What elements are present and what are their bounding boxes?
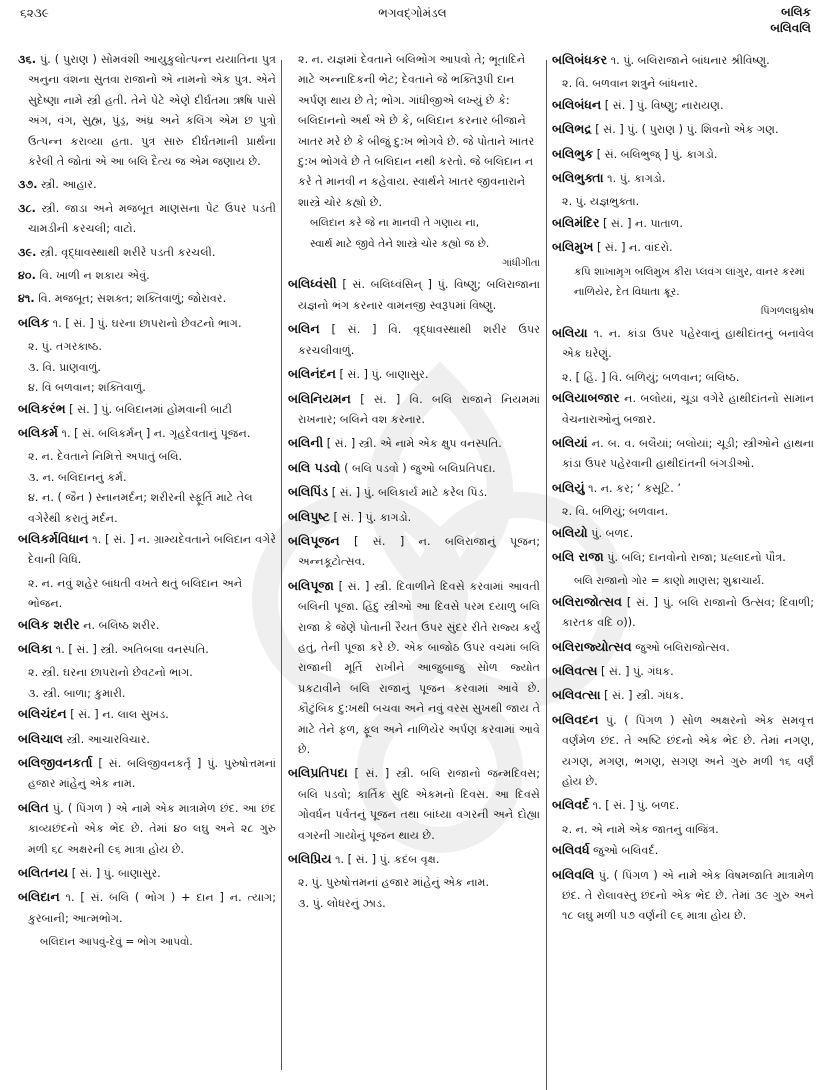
entry-sense <box>552 502 814 522</box>
usage-quote <box>288 234 540 254</box>
headword: બલિચાલ <box>18 730 63 746</box>
headword: બલિવત્સ <box>552 662 598 678</box>
sense-number: ૪૦. <box>18 269 36 283</box>
definition-text: [ સં. ] પું. બલિકાર્ય માટે કરેલ પિંડ. <box>331 486 488 500</box>
dictionary-entry <box>552 95 814 116</box>
definition-text: કપિ શાખામૃગ બલિમુખ કીરા પ્લવંગ લાંગુર, વાનર કરમાં નાળિયેર, દેત વિધાતા ક્રૂર. <box>574 265 805 299</box>
headword: બલિપૂજા <box>288 577 334 593</box>
definition-text: ૨. ન. નવું શહેર બાંધતી વખતે થતું બલિદાન અને ભોજન. <box>28 576 243 611</box>
dictionary-entry <box>552 710 814 793</box>
headword: બલિમુખ <box>552 239 594 255</box>
definition-text: [ સં. ] ન. લાલ સુખડ. <box>70 708 169 722</box>
definition-text: બલિદાન કરે જે ના માનવી તે ગણાય ના, <box>310 217 480 230</box>
dictionary-entry <box>288 274 540 316</box>
headword: બલિજીવનકર્તા <box>18 755 93 770</box>
definition-text: ૧. [ સં. ] પું. ઘરના છાપરાનો છેવટનો ભાગ. <box>52 316 242 330</box>
headword: બલિ પડવો <box>288 459 341 475</box>
headword: બલિપૂજન <box>288 532 340 548</box>
entry-sense <box>18 337 276 357</box>
dictionary-entry <box>552 144 814 165</box>
dictionary-entry <box>288 364 540 385</box>
headword: બલિબંધકર <box>552 52 608 67</box>
definition-text: ૧. પું. બલિરાજાને બાંધનાર શ્રીવિષ્ણુ. <box>610 54 770 67</box>
definition-text: ૧. [ સં. બલિ ( ભોગ ) + દાન ] ન. ત્યાગ; કુરબાની; આત્મભોગ. <box>28 891 276 925</box>
definition-text: સ્ત્રી. આચારવિચાર. <box>66 732 150 746</box>
definition-text: ન. બલોયાં, ચૂડા વગેરે હાથીદાંતનો સામાન વેચનારાઓનું બજાર. <box>562 392 814 426</box>
definition-text: પું. બલિ; દાનવોનો રાજા; પ્રહ્લાદનો પૌત્ર. <box>607 550 786 564</box>
definition-text: ૨. ન. દેવતાને નિમિત્તે અપાતું બલિ. <box>28 450 183 464</box>
headword: બલિયા <box>552 324 588 340</box>
headword: બલિવર્ધ <box>552 842 590 858</box>
entry-sense <box>18 574 276 615</box>
entry-sense <box>552 192 814 212</box>
definition-text: વિ. મજબૂત; સશક્ત; શક્તિવાળું; જોરાવર. <box>38 292 227 306</box>
headword: બલિભુક <box>552 145 594 161</box>
dictionary-entry <box>552 685 814 706</box>
headword: બલિકર્મવિધાન <box>18 530 89 546</box>
headword: બલિચંદન <box>18 706 67 722</box>
dictionary-entry <box>18 887 276 929</box>
definition-text: [ સં. ] પું. બાણાસુર. <box>339 368 429 382</box>
definition-text: ૪. ન. ( જૈન ) સ્નાનમર્દન; શરીરની સ્ફૂર્તિ માટે તેલ વગેરેથી કરાતું મર્દન. <box>28 491 253 525</box>
sense-number: ૩૮. <box>18 201 36 215</box>
dictionary-entry <box>18 729 276 750</box>
dictionary-entry <box>552 865 814 927</box>
entry-sense <box>552 820 814 840</box>
dictionary-entry <box>18 243 276 263</box>
headword: બલિની <box>288 435 324 451</box>
entry-sense <box>552 74 814 94</box>
headword: બલિપુષ્ટ <box>288 508 330 524</box>
entry-sense <box>18 663 276 683</box>
definition-text: [ સં. ] વિ. વૃદ્ધાવસ્થાથી શરીર ઉપર કરચલીવાળું. <box>298 323 540 357</box>
headword: બલિત <box>18 799 49 815</box>
headword: બલિયાબજાર <box>552 390 620 406</box>
definition-text: ૧. [ સં. ] પું. કદંબ વૃક્ષ. <box>335 853 440 867</box>
headword: બલિભુક્તા <box>552 170 604 186</box>
definition-text: ૨. સ્ત્રી. ઘરના છાપરાનો છેવટનો ભાગ. <box>28 666 193 680</box>
dictionary-entry <box>288 482 540 503</box>
definition-text: [ સં. ] ન. વાંદરો. <box>596 241 673 255</box>
definition-text: [ સં. ] પું. ( પુરાણ ) પું. શિવનો એક ગણ. <box>595 123 779 137</box>
dictionary-entry <box>552 523 814 544</box>
dictionary-entry <box>552 592 814 634</box>
guide-word-first: બલિક <box>781 5 811 19</box>
definition-text: પું. બળદ. <box>591 526 634 540</box>
entry-sense <box>18 358 276 378</box>
dictionary-entry <box>288 849 540 870</box>
headword: બલિપ્રતિપદા <box>288 765 348 781</box>
definition-text: પિંગળલઘુકોષ <box>760 306 814 318</box>
definition-text: ૪. વિ બળવાન; શક્તિવાળું. <box>28 381 146 395</box>
definition-text: ૩. વિ. પ્રાણવાળું. <box>28 360 101 374</box>
headword: બલિરાજ્યોત્સવ <box>552 638 632 654</box>
definition-text: ૨. ન. એ નામે એક જાતનું વાજિંત્ર. <box>562 822 719 836</box>
headword: બલિયો <box>552 524 588 540</box>
entry-sense <box>18 378 276 398</box>
dictionary-entry <box>18 798 276 860</box>
definition-text: [ સં. ] પું. કાગડો. <box>333 510 412 524</box>
definition-text: જુઓ બલિવર્દ. <box>593 844 659 858</box>
headword: બલિવલિ <box>552 866 595 882</box>
column-divider <box>281 60 282 1070</box>
sense-number: ૩૬. <box>18 53 36 66</box>
quote-source <box>288 254 540 274</box>
page-number: ૬૨૩૯ <box>20 6 49 20</box>
definition-text: [ સં. ] પું. બલિદાનમાં હોમવાની બાટી <box>69 402 232 416</box>
definition-text: ૧. ન. કર; ‘ કસૂટિ. ’ <box>588 481 681 495</box>
usage-quote <box>288 213 540 233</box>
dictionary-entry <box>288 389 540 431</box>
headword: બલિયાં <box>552 434 588 450</box>
definition-text: ૩. ન. બલિદાનનું કર્મ. <box>28 470 127 484</box>
dictionary-entry <box>552 213 814 234</box>
quote-source <box>552 302 814 322</box>
definition-text: ૨. વિ. બળિયું; બળવાન. <box>562 505 669 519</box>
definition-text: બલિ રાજાનો ગોર = કાણો માણસ; શુક્રાચાર્ય. <box>574 575 765 588</box>
dictionary-entry <box>288 531 540 573</box>
definition-text: સ્વાર્થ માટે જીવે તેને શાસ્ત્રે ચોર કહ્યો જ છે. <box>310 237 490 250</box>
dictionary-entry <box>552 168 814 189</box>
definition-text: ૨. વિ. બળવાન શત્રુને બાંધનાર. <box>562 77 698 91</box>
definition-text: પું. ( પિંગળ ) સોળ અક્ષરનો એક સમવૃત્ત વર્ણમેળ છંદ. તે અષ્ટિ છંદનો એક ભેદ છે. તેમાં નગણ, યગણ, મગણ, ભગણ, સગણ અને ગુરુ મળી ૧૬ વર્ણ હોય છે. <box>562 713 814 788</box>
dictionary-entry <box>18 704 276 725</box>
definition-text: ૩. સ્ત્રી. બાળા; કુમારી. <box>28 686 126 700</box>
definition-text: પું. ( પિંગળ ) એ નામે એક વિષમજાતિ માત્રામેળ છંદ. તે રોલાવસ્તુ છંદનો એક ભેદ છે. તેમાં ૩૯ ગુરુ અને ૧૮ લઘુ મળી ૫૭ વર્ણની ૯૬ માત્રા હોય છે. <box>562 868 814 923</box>
dictionary-entry <box>18 753 276 795</box>
entry-sense <box>18 488 276 529</box>
definition-text: [ સં. બલિજીવનકર્તૃ ] પું. પુરુષોત્તમનાં હજાર માંહેનું એક નામ. <box>28 757 276 791</box>
headword: બલિમંદિર <box>552 214 600 230</box>
entry-sense <box>288 50 540 213</box>
definition-text: ૨. પું. યજ્ઞભુક્તા. <box>562 195 640 209</box>
definition-text: [ સં. ] ન. પાતાળ. <box>602 216 683 230</box>
sense-number: ૩૭. <box>18 178 38 192</box>
headword: બલિવદન <box>552 711 599 727</box>
dictionary-entry <box>18 639 276 660</box>
headword: બલિભદ્ર <box>552 121 592 137</box>
dictionary-entry <box>552 50 814 71</box>
dictionary-entry <box>288 507 540 528</box>
dictionary-entry <box>552 119 814 140</box>
definition-text: સ્ત્રી. વૃદ્ધાવસ્થાથી શરીરે પડતી કરચલી. <box>39 245 216 259</box>
dictionary-entry <box>552 237 814 258</box>
headword: બલિકર્મ <box>18 424 58 440</box>
definition-text: [ સં. ] વિ. બલિ રાજાને નિયમમાં રાખનાર; બલિને વશ કરનાર. <box>298 392 540 426</box>
dictionary-entry <box>552 478 814 499</box>
dictionary-entry <box>552 637 814 658</box>
definition-text: બલિદાન આપવું-દેવું = ભોગ આપવો. <box>40 936 193 949</box>
headword: બલિક શરીર <box>18 616 80 632</box>
dictionary-entry <box>288 576 540 761</box>
dictionary-entry <box>18 863 276 884</box>
headword: બલિપિંડ <box>288 484 329 500</box>
dictionary-entry <box>18 313 276 334</box>
definition-text: [ સં. ] પું. બલિ રાજાનો ઉત્સવ; દિવાળી; કારતક વદિ ૦)). <box>562 595 814 630</box>
headword: બલિનિયમન <box>288 390 351 406</box>
entry-sense <box>288 873 540 893</box>
dictionary-entry <box>552 433 814 475</box>
dictionary-entry <box>18 266 276 286</box>
headword: બલિવર્દ <box>552 797 590 813</box>
definition-text: ૨. ન. યજ્ઞમાં દેવતાને બલિભોગ આપવો તે; ભૂતાદિને માટે અન્નાદિકની ભેટ; દેવતાને જે ભક્તિરૂપી દાન અર્પણ થાય છે તે; ભોગ. ગાંધીજીએ લખ્યું છે કે: બલિદાનનો અર્થ એ છે કે, બલિદાન કરનાર બીજાને ખાતર મરે છે કે બીજું દુ:ખ ભોગવે છે. જે પોતાને ખાતર દુ:ખ ભોગવે છે તે બલિદાન નથી કરતો. જે બલિદાન ન કરે તે માનવી ન કહેવાય. સ્વાર્થને ખાતર જીવનારાને શાસ્ત્રે ચોર કહ્યો છે. <box>298 53 535 209</box>
headword: બલિક <box>18 314 50 330</box>
definition-text: સ્ત્રી. આહાર. <box>41 178 97 192</box>
headword: બલિવત્સા <box>552 687 601 703</box>
dictionary-entry <box>18 529 276 571</box>
page-header <box>0 0 825 46</box>
definition-text: ગાંધીગીતા <box>502 258 540 270</box>
definition-text: ૧. [ સં. ] પું. બળદ. <box>592 799 680 813</box>
sense-number: ૪૧. <box>18 292 35 306</box>
dictionary-entry <box>18 199 276 240</box>
definition-text: ૧. ન. કાંડા ઉપર પહેરવાનું હાથીદાંતનું બનાવેલ એક ઘરેણું. <box>562 326 814 361</box>
guide-words <box>770 4 811 36</box>
definition-text: ૨. પું. પુરુષોત્તમનાં હજાર માંહેનું એક નામ. <box>298 876 490 890</box>
definition-text: ૧. પું. કાગડો. <box>607 172 666 186</box>
dictionary-entry <box>552 661 814 682</box>
dictionary-entry <box>18 615 276 636</box>
definition-text: સ્ત્રી. જાડા અને મજબૂત માણસના પેટ ઉપર પડતી ચામડીની કરચલી; વાટો. <box>28 201 276 236</box>
dictionary-entry <box>552 388 814 430</box>
entry-sense <box>552 368 814 388</box>
dictionary-entry <box>18 423 276 444</box>
dictionary-entry <box>18 289 276 309</box>
dictionary-entry <box>552 323 814 365</box>
headword: બલિન <box>288 321 320 337</box>
definition-text: [ સં. બલિભુજ્ ] પું. કાગડો. <box>596 147 718 161</box>
definition-text: [ સં. ] સ્ત્રી. બલિ રાજાનો જન્મદિવસ; બલિ પડવો; કાર્તિક સુદિ એકમનો દિવસ. આ દિવસે ગોવર્ધન પર્વતનું પૂજન તથા બાંધ્યા વગરની અને દોહ્યા વગરની ગાયોનું પૂજન થાય છે. <box>298 767 540 842</box>
headword: બલિબંધન <box>552 96 602 112</box>
headword: બલિકરંભ <box>18 400 66 416</box>
headword: બલિરાજોત્સવ <box>552 593 622 609</box>
usage-quote <box>552 262 814 303</box>
entry-sense <box>18 468 276 488</box>
usage-quote <box>18 932 276 952</box>
dictionary-entry <box>288 458 540 479</box>
dictionary-entry <box>552 795 814 816</box>
definition-text: [ સં. ] સ્ત્રી. એ નામે એક ક્ષુપ વનસ્પતિ. <box>326 437 502 451</box>
entry-sense <box>288 894 540 914</box>
dictionary-entry <box>18 175 276 195</box>
entry-sense <box>18 684 276 704</box>
definition-text: ૨. પું. તગરકાષ્ઠ. <box>28 340 102 354</box>
headword: બલિનંદન <box>288 366 336 382</box>
dictionary-entry <box>552 547 814 568</box>
headword: બલિતનય <box>18 865 69 881</box>
definition-text: ન. બ. વ. બલૈયાં; બલોયાં; ચૂડી; સ્ત્રીઓને હાથના કાંડા ઉપર પહેરવાની હાથીદાંતની બંગડીઓ. <box>562 436 814 471</box>
dictionary-entry <box>288 319 540 361</box>
dictionary-entry <box>18 399 276 420</box>
definition-text: વિ. ખાળી ન શકાય એવું. <box>39 269 150 283</box>
dictionary-entry <box>288 433 540 454</box>
headword: બલિપ્રિય <box>288 851 332 867</box>
entry-sense <box>18 447 276 467</box>
dictionary-entry <box>552 840 814 861</box>
headword: બલિકા <box>18 640 53 656</box>
headword: બલિયું <box>552 479 585 495</box>
headword: બલિધ્વંસી <box>288 276 337 292</box>
sense-number: ૩૯. <box>18 245 37 259</box>
definition-text: [ સં. બલિધ્વંસિન્ ] પું. વિષ્ણુ; બલિરાજાના યજ્ઞનો ભંગ કરનાર વામનજી સ્વરૂપમાં વિષ્ણુ. <box>298 278 540 312</box>
book-title: ભગવદ્ગોમંડલ <box>378 6 447 20</box>
definition-text: ( બલિ પડવો ) જુઓ બલિપ્રતિપદા. <box>344 461 496 475</box>
definition-text: ૧. [ સં. ] સ્ત્રી. અતિબલા વનસ્પતિ. <box>55 642 209 656</box>
definition-text: ૧. [ સં. ] ન. ગ્રામ્યદેવતાને બલિદાન વગેરે દેવાની વિધિ. <box>28 532 276 567</box>
definition-text: જુઓ બલિરાજોત્સવ. <box>635 640 730 654</box>
usage-quote <box>552 571 814 591</box>
guide-word-last: બલિવલિ <box>770 21 811 35</box>
definition-text: [ સં. ] પું. ગંધક. <box>601 664 674 678</box>
definition-text: ૧. [ સં. બલિકર્મન્ ] ન. ગૃહદેવતાનું પૂજન. <box>61 426 251 440</box>
dictionary-entry <box>288 763 540 846</box>
definition-text: ૩. પું. લોધરનું ઝાડ. <box>298 896 386 910</box>
headword: બલિ રાજા <box>552 548 604 564</box>
definition-text: [ સં. ] પું. બાણાસુર. <box>71 867 161 881</box>
definition-text: ૨. [ હિં. ] વિ. બળિયું; બળવાન; બલિષ્ઠ. <box>562 370 740 384</box>
definition-text: [ સં. ] ન. બલિરાજાનું પૂજન; અન્નકૂટોત્સવ. <box>298 534 540 569</box>
column-divider <box>546 60 547 1090</box>
definition-text: [ સં. ] સ્ત્રી. દિવાળીને દિવસે કરવામાં આવતી બલિની પૂજા. હિંદુ સ્ત્રીઓ આ દિવસે પરમ દયાળુ બલિ રાજા કે જેણે પોતાની રૈયત ઉપર સુંદર રીતે રાજ્ય કર્યું હતું, તેની પૂજા કરે છે. એક બાજોઠ ઉપર વચમાં બલિ રાજાની મૂર્તિ રાખીને આજુબાજુ સોળ જ્યોત પ્રકટાવીને બલિ રાજાનું પૂજન કરવામાં આવે છે. કૌટુંબિક દુ:ખથી બચવા અને નવું વરસ સુખથી જાય તે માટે તેને ફળ, ફૂલ અને નાળિયેર અર્પણ કરવામાં આવે છે. <box>298 579 540 756</box>
definition-text: પું. ( પિંગળ ) એ નામે એક માત્રામેળ છંદ. આ છંદ કાવ્યછંદનો એક ભેદ છે. તેમાં ૪૦ લઘુ અને ૨૮ ગુરુ મળી ૬૮ અક્ષરની ૯૬ માત્રા હોય છે. <box>28 801 276 856</box>
column-2 <box>288 50 540 1082</box>
dictionary-entry <box>18 50 276 172</box>
column-1 <box>18 50 276 1082</box>
definition-text: [ સં. ] પું. વિષ્ણુ; નારાયણ. <box>604 98 724 112</box>
column-3 <box>552 50 814 1082</box>
definition-text: પું. ( પુરાણ ) સોમવંશી આયુકુલોત્પન્ન યયાતિના પુત્ર અનુના વંશના સુતવા રાજાનો એ નામનો એક પુત્ર. એને સુદેષ્ણા નામે સ્ત્રી હતી. તેને પેટે એણે દીર્ઘતમા ઋષિ પાસે અંગ, વંગ, સુહ્મ, પુંડ્ર, અંધ્ર અને કલિંગ એમ છ પુત્રો ઉત્પન્ન કરાવ્યા હતા. પુત્ર સારુ દીર્ઘતમાની પ્રાર્થના કરેલી તે જોતાં એ આ બલિ દૈત્ય જ એમ જણાય છે. <box>28 53 276 169</box>
definition-text: ન. બલિષ્ઠ શરીર. <box>83 618 160 632</box>
definition-text: [ સં. ] સ્ત્રી. ગંધક. <box>604 689 684 703</box>
headword: બલિદાન <box>18 889 60 905</box>
